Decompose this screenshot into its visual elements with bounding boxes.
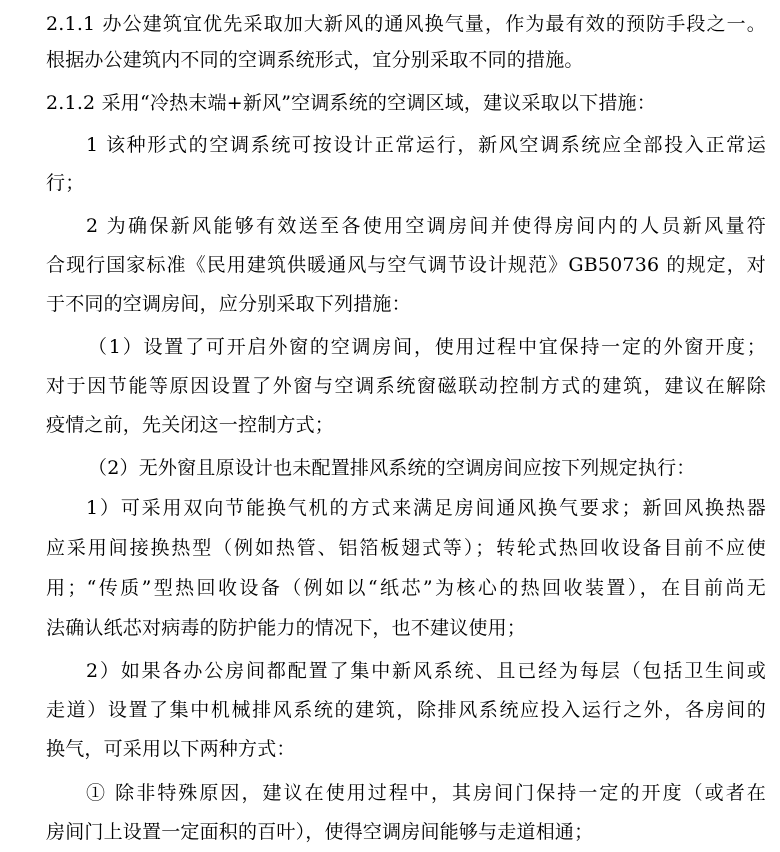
text-line-19: 换气，可采用以下两种方式：	[46, 738, 296, 760]
text-line-8: 于不同的空调房间，应分别采取下列措施：	[46, 293, 411, 315]
text-line-6: 2 为确保新风能够有效送至各使用空调房间并使得房间内的人员新风量符	[86, 215, 766, 237]
text-line-15: 用；“传质”型热回收设备（例如以“纸芯”为核心的热回收装置），在目前尚无	[46, 577, 766, 599]
text-line-13: 1）可采用双向节能换气机的方式来满足房间通风换气要求；新回风换热器	[86, 497, 766, 519]
text-line-7: 合现行国家标准《民用建筑供暖通风与空气调节设计规范》GB50736 的规定，对	[46, 254, 766, 276]
text-line-20: ① 除非特殊原因，建议在使用过程中，其房间门保持一定的开度（或者在	[86, 782, 766, 804]
text-line-1: 2.1.1 办公建筑宜优先采取加大新风的通风换气量，作为最有效的预防手段之一。	[46, 13, 766, 35]
text-line-17: 2）如果各办公房间都配置了集中新风系统、且已经为每层（包括卫生间或	[86, 660, 766, 682]
text-line-14: 应采用间接换热型（例如热管、铝箔板翅式等）；转轮式热回收设备目前不应使	[46, 537, 766, 559]
text-line-12: （2）无外窗且原设计也未配置排风系统的空调房间应按下列规定执行：	[88, 457, 696, 479]
text-line-2: 根据办公建筑内不同的空调系统形式，宜分别采取不同的措施。	[46, 49, 584, 71]
text-line-4: 1 该种形式的空调系统可按设计正常运行，新风空调系统应全部投入正常运	[86, 134, 766, 156]
text-line-3: 2.1.2 采用“冷热末端+新风”空调系统的空调区域，建议采取以下措施：	[46, 92, 656, 114]
text-line-5: 行；	[46, 172, 85, 194]
text-line-9: （1）设置了可开启外窗的空调房间，使用过程中宜保持一定的外窗开度；	[88, 336, 766, 358]
text-line-11: 疫情之前，先关闭这一控制方式；	[46, 414, 335, 436]
text-line-10: 对于因节能等原因设置了外窗与空调系统窗磁联动控制方式的建筑，建议在解除	[46, 375, 766, 397]
text-line-16: 法确认纸芯对病毒的防护能力的情况下，也不建议使用；	[46, 617, 527, 639]
text-line-18: 走道）设置了集中机械排风系统的建筑，除排风系统应投入运行之外，各房间的	[46, 699, 766, 721]
text-line-21: 房间门上设置一定面积的百叶），使得空调房间能够与走道相通；	[46, 821, 594, 843]
